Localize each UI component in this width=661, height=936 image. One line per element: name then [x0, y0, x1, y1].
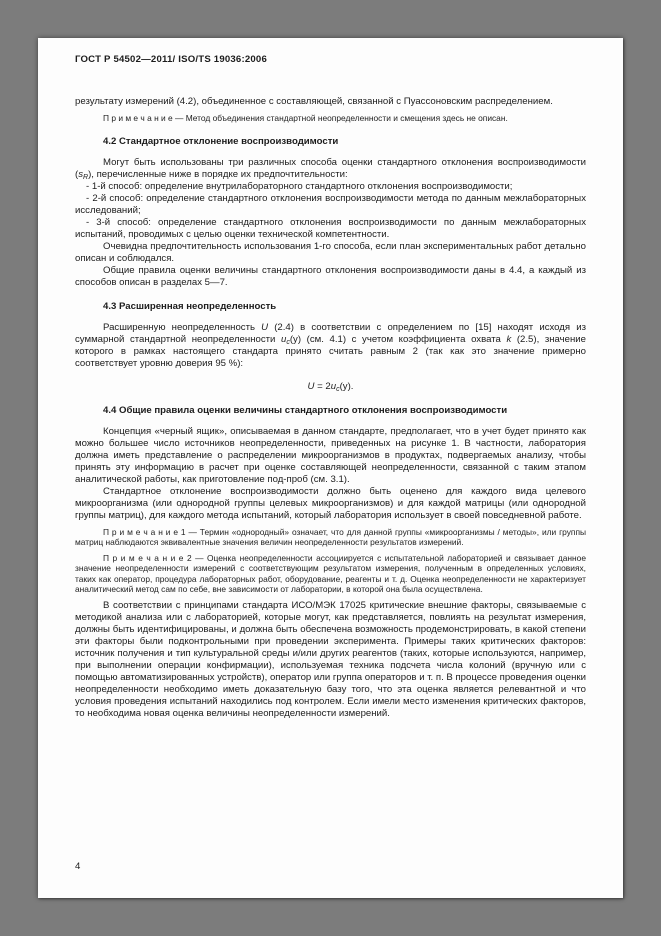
- subscript-c: c: [286, 338, 290, 346]
- subscript-c: c: [336, 385, 340, 393]
- text-segment: (y).: [339, 380, 354, 392]
- section-heading-4-2: 4.2 Стандартное отклонение воспроизводимости: [103, 135, 339, 147]
- variable-u: u: [280, 333, 287, 345]
- variable-U: U: [307, 380, 315, 392]
- running-header: ГОСТ Р 54502—2011/ ISO/TS 19036:2006: [75, 54, 268, 65]
- paragraph-methods-intro: [75, 157, 586, 181]
- list-item-method-2: - 2-й способ: определение стандартного отклонения воспроизводимости метода по данным межлабораторных исследований;: [75, 192, 586, 216]
- text-segment: ), перечисленные ниже в порядке их предпочтительности:: [88, 168, 348, 180]
- paragraph-iso-17025-factors: В соответствии с принципами стандарта ИСО/МЭК 17025 критические внешние факторы, связываемые с методикой анализа или с лабораторией, которые могут, как представляется, повлиять на результат измерения, должны быть идентифицированы, и должна быть обеспечена возможность продемонстрировать, в какой степени эти факторы были подконтрольными при проведении эксперимента. Примеры таких критических факторов: источник получения и тип культуральной среды и/или других реагентов (таких, которые используются, например, при выполнении операции конфирмации), используемая техника подсчета числа колоний (вручную или с помощью автоматизированных устройств), оператор или группа операторов и т. п. В процессе проведения оценки неопределенности необходимо иметь доказательную базу того, что эта оценка является релевантной и что условия проведения испытаний находились под контролем. Если имели место изменения критических факторов, то необходима новая оценка величины неопределенности измерений.: [75, 599, 586, 719]
- section-heading-4-3: 4.3 Расширенная неопределенность: [103, 300, 277, 312]
- list-item-method-3: - 3-й способ: определение стандартного отклонения воспроизводимости по данным межлабораторных испытаний, проводимых с целью оценки технической компетентности.: [75, 216, 586, 240]
- paragraph-continuation: результату измерений (4.2), объединенное с составляющей, связанной с Пуассоновским распределением.: [75, 96, 553, 107]
- text-segment: (2.4) в соответствии с определением по [15] находят исходя из суммарной стандартной неопределенности: [75, 321, 586, 345]
- paragraph-reproducibility-scope: Стандартное отклонение воспроизводимости должно быть оценено для каждого вида целевого микроорганизма (или однородной группы целевых микроорганизмов) и для каждой матрицы (или однородной группы матриц), для каждого метода испытаний, который лаборатория использует в своей повседневной работе.: [75, 485, 586, 521]
- paragraph-black-box: Концепция «черный ящик», описываемая в данном стандарте, предполагает, что в учет будет принято как можно большее число источников неопределенности, приведенных на рисунке 1. В частности, лаборатория должна иметь представление о распределении микроорганизмов в продуктах, подвергаемых анализу, чтобы принять эту информацию в расчет при оценке составляющей неопределенности, связанной с таким этапом аналитической работы, как приготовление под-проб (см. 3.1).: [75, 425, 586, 485]
- variable-k: k: [506, 333, 512, 345]
- page-number: 4: [75, 861, 81, 872]
- list-item-method-1: - 1-й способ: определение внутрилабораторного стандартного отклонения воспроизводимости;: [86, 180, 513, 192]
- paragraph-preference: Очевидна предпочтительность использования 1-го способа, если план экспериментальных работ детально описан и соблюдался.: [75, 240, 586, 264]
- text-segment: = 2: [314, 380, 331, 392]
- paragraph-general-rules-ref: Общие правила оценки величины стандартного отклонения воспроизводимости даны в 4.4, а каждый из способов описан в разделах 5—7.: [75, 264, 586, 288]
- variable-U: U: [261, 321, 269, 333]
- text-segment: Расширенную неопределенность: [103, 321, 262, 333]
- document-page: [38, 38, 623, 898]
- section-heading-4-4: 4.4 Общие правила оценки величины стандартного отклонения воспроизводимости: [103, 404, 508, 416]
- note-2: П р и м е ч а н и е 2 — Оценка неопределенности ассоциируется с испытательной лабораторией и связывает данное значение неопределенности измерений с соответствующим результатом измерения, полученным в определенных условиях, таких как оператор, процедура лабораторных работ, оборудование, реагенты и т. д. Оценка неопределенности не характеризует аналитический метод сам по себе, вне зависимости от лаборатории, в которой она была осуществлена.: [75, 552, 586, 594]
- text-segment: Могут быть использованы три различных способа оценки стандартного отклонения воспроизводимости (: [75, 156, 586, 180]
- note-intro: П р и м е ч а н и е — Метод объединения стандартной неопределенности и смещения здесь не описан.: [103, 113, 508, 123]
- text-segment: (2.5), значение которого в рамках настоящего стандарта принято считать равным 2 (так как это значение примерно соответствует уровню доверия 95 %):: [75, 333, 586, 369]
- note-1: П р и м е ч а н и е 1 — Термин «однородный» означает, что для данной группы «микроорганизмы / методы», или группы матриц наблюдаются эквивалентные значения величин неопределенности результатов измерений.: [75, 526, 586, 547]
- variable-u: u: [330, 380, 337, 392]
- subscript-R: R: [83, 173, 89, 181]
- text-segment: (y) (см. 4.1) с учетом коэффициента охвата: [289, 333, 507, 345]
- formula-expanded-uncertainty: [75, 381, 586, 393]
- variable-s: s: [78, 168, 83, 180]
- paragraph-expanded-uncertainty: [75, 322, 586, 370]
